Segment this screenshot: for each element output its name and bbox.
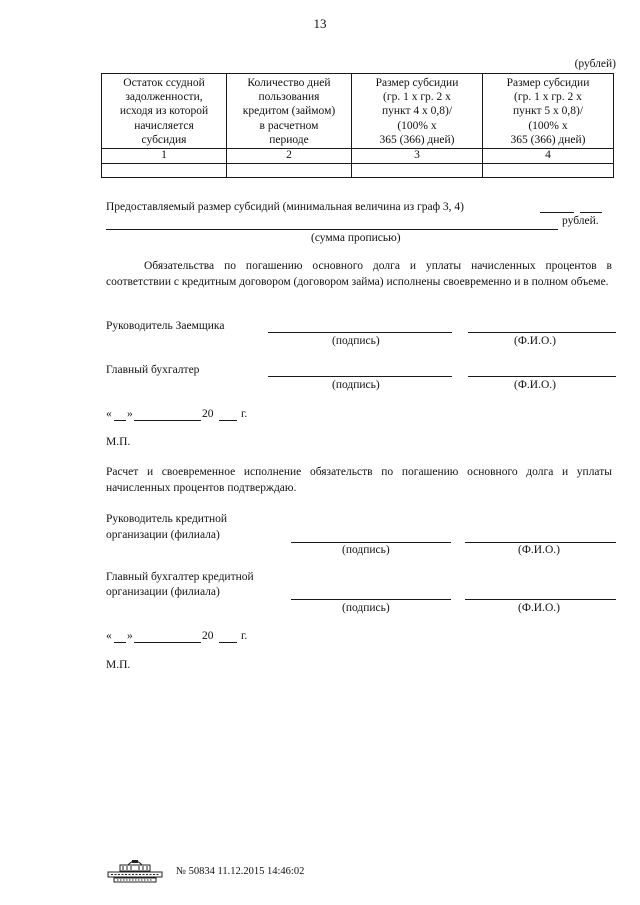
subsidy-min-value-field[interactable] (540, 212, 574, 213)
signature-caption: (подпись) (332, 335, 380, 347)
bank-accountant-signature-field[interactable] (291, 599, 451, 600)
subsidy-amount-words-field[interactable] (106, 229, 558, 230)
table-cell[interactable] (227, 164, 352, 178)
amount-in-words-caption: (сумма прописью) (311, 232, 401, 244)
stamp-place-bank: М.П. (106, 659, 131, 671)
date-close-quote: » (127, 408, 133, 420)
year-field[interactable] (219, 642, 237, 643)
year-prefix: 20 (202, 408, 214, 420)
stamp-place-borrower: М.П. (106, 436, 131, 448)
bank-head-name-field[interactable] (465, 542, 616, 543)
borrower-accountant-label: Главный бухгалтер (106, 364, 200, 376)
column-number: 3 (352, 149, 483, 164)
subsidy-min-value-field-2[interactable] (580, 212, 602, 213)
year-suffix: г. (241, 630, 248, 642)
borrower-head-signature-field[interactable] (268, 332, 452, 333)
table-cell[interactable] (483, 164, 614, 178)
name-caption: (Ф.И.О.) (518, 544, 560, 556)
borrower-accountant-signature-field[interactable] (268, 376, 452, 377)
column-header-days-count: Количество дней пользования кредитом (займом) в расчетном периоде (227, 74, 352, 149)
signature-caption: (подпись) (342, 544, 390, 556)
column-number: 2 (227, 149, 352, 164)
signature-caption: (подпись) (332, 379, 380, 391)
year-field[interactable] (219, 420, 237, 421)
name-caption: (Ф.И.О.) (514, 379, 556, 391)
table-cell[interactable] (352, 164, 483, 178)
signature-caption: (подпись) (342, 602, 390, 614)
month-field[interactable] (134, 642, 201, 643)
day-field[interactable] (114, 642, 126, 643)
bank-head-signature-field[interactable] (291, 542, 451, 543)
subsidy-amount-label: Предоставляемый размер субсидий (минимальная величина из граф 3, 4) (106, 201, 465, 213)
day-field[interactable] (114, 420, 126, 421)
name-caption: (Ф.И.О.) (514, 335, 556, 347)
table-cell[interactable] (102, 164, 227, 178)
column-header-subsidy-item-4: Размер субсидии (гр. 1 х гр. 2 х пункт 4 х 0,8)/ (100% х 365 (366) дней) (352, 74, 483, 149)
page-number: 13 (313, 16, 327, 31)
month-field[interactable] (134, 420, 201, 421)
bank-accountant-label-line1: Главный бухгалтер кредитной (106, 571, 254, 583)
borrower-head-label: Руководитель Заемщика (106, 320, 225, 332)
date-open-quote: « (106, 630, 112, 642)
bank-accountant-name-field[interactable] (465, 599, 616, 600)
name-caption: (Ф.И.О.) (518, 602, 560, 614)
column-number: 1 (102, 149, 227, 164)
column-header-debt-balance: Остаток ссудной задолженности, исходя из которой начисляется субсидия (102, 74, 227, 149)
bank-head-label-line2: организации (филиала) (106, 529, 220, 541)
bank-head-label-line1: Руководитель кредитной (106, 513, 228, 525)
borrower-head-name-field[interactable] (468, 332, 616, 333)
currency-label: рублей. (562, 215, 599, 227)
date-close-quote: » (127, 630, 133, 642)
registry-stamp-icon (106, 855, 164, 888)
year-prefix: 20 (202, 630, 214, 642)
column-number-row (102, 149, 614, 164)
date-open-quote: « (106, 408, 112, 420)
unit-label: (рублей) (574, 58, 616, 70)
subsidy-table (101, 73, 614, 178)
table-header-row (102, 74, 614, 149)
registration-number: № 50834 11.12.2015 14:46:02 (176, 866, 305, 877)
bank-accountant-label-line2: организации (филиала) (106, 586, 220, 598)
borrower-accountant-name-field[interactable] (468, 376, 616, 377)
obligations-paragraph: Обязательства по погашению основного долга и уплаты начисленных процентов в соответствии с кредитным договором (договором займа) исполнены своевременно и в полном объеме. (106, 260, 612, 288)
column-header-subsidy-item-5: Размер субсидии (гр. 1 х гр. 2 х пункт 5 х 0,8)/ (100% х 365 (366) дней) (483, 74, 614, 149)
year-suffix: г. (241, 408, 248, 420)
column-number: 4 (483, 149, 614, 164)
confirmation-paragraph: Расчет и своевременное исполнение обязательств по погашению основного долга и уплаты начисленных процентов подтверждаю. (106, 466, 612, 494)
table-row (102, 164, 614, 178)
